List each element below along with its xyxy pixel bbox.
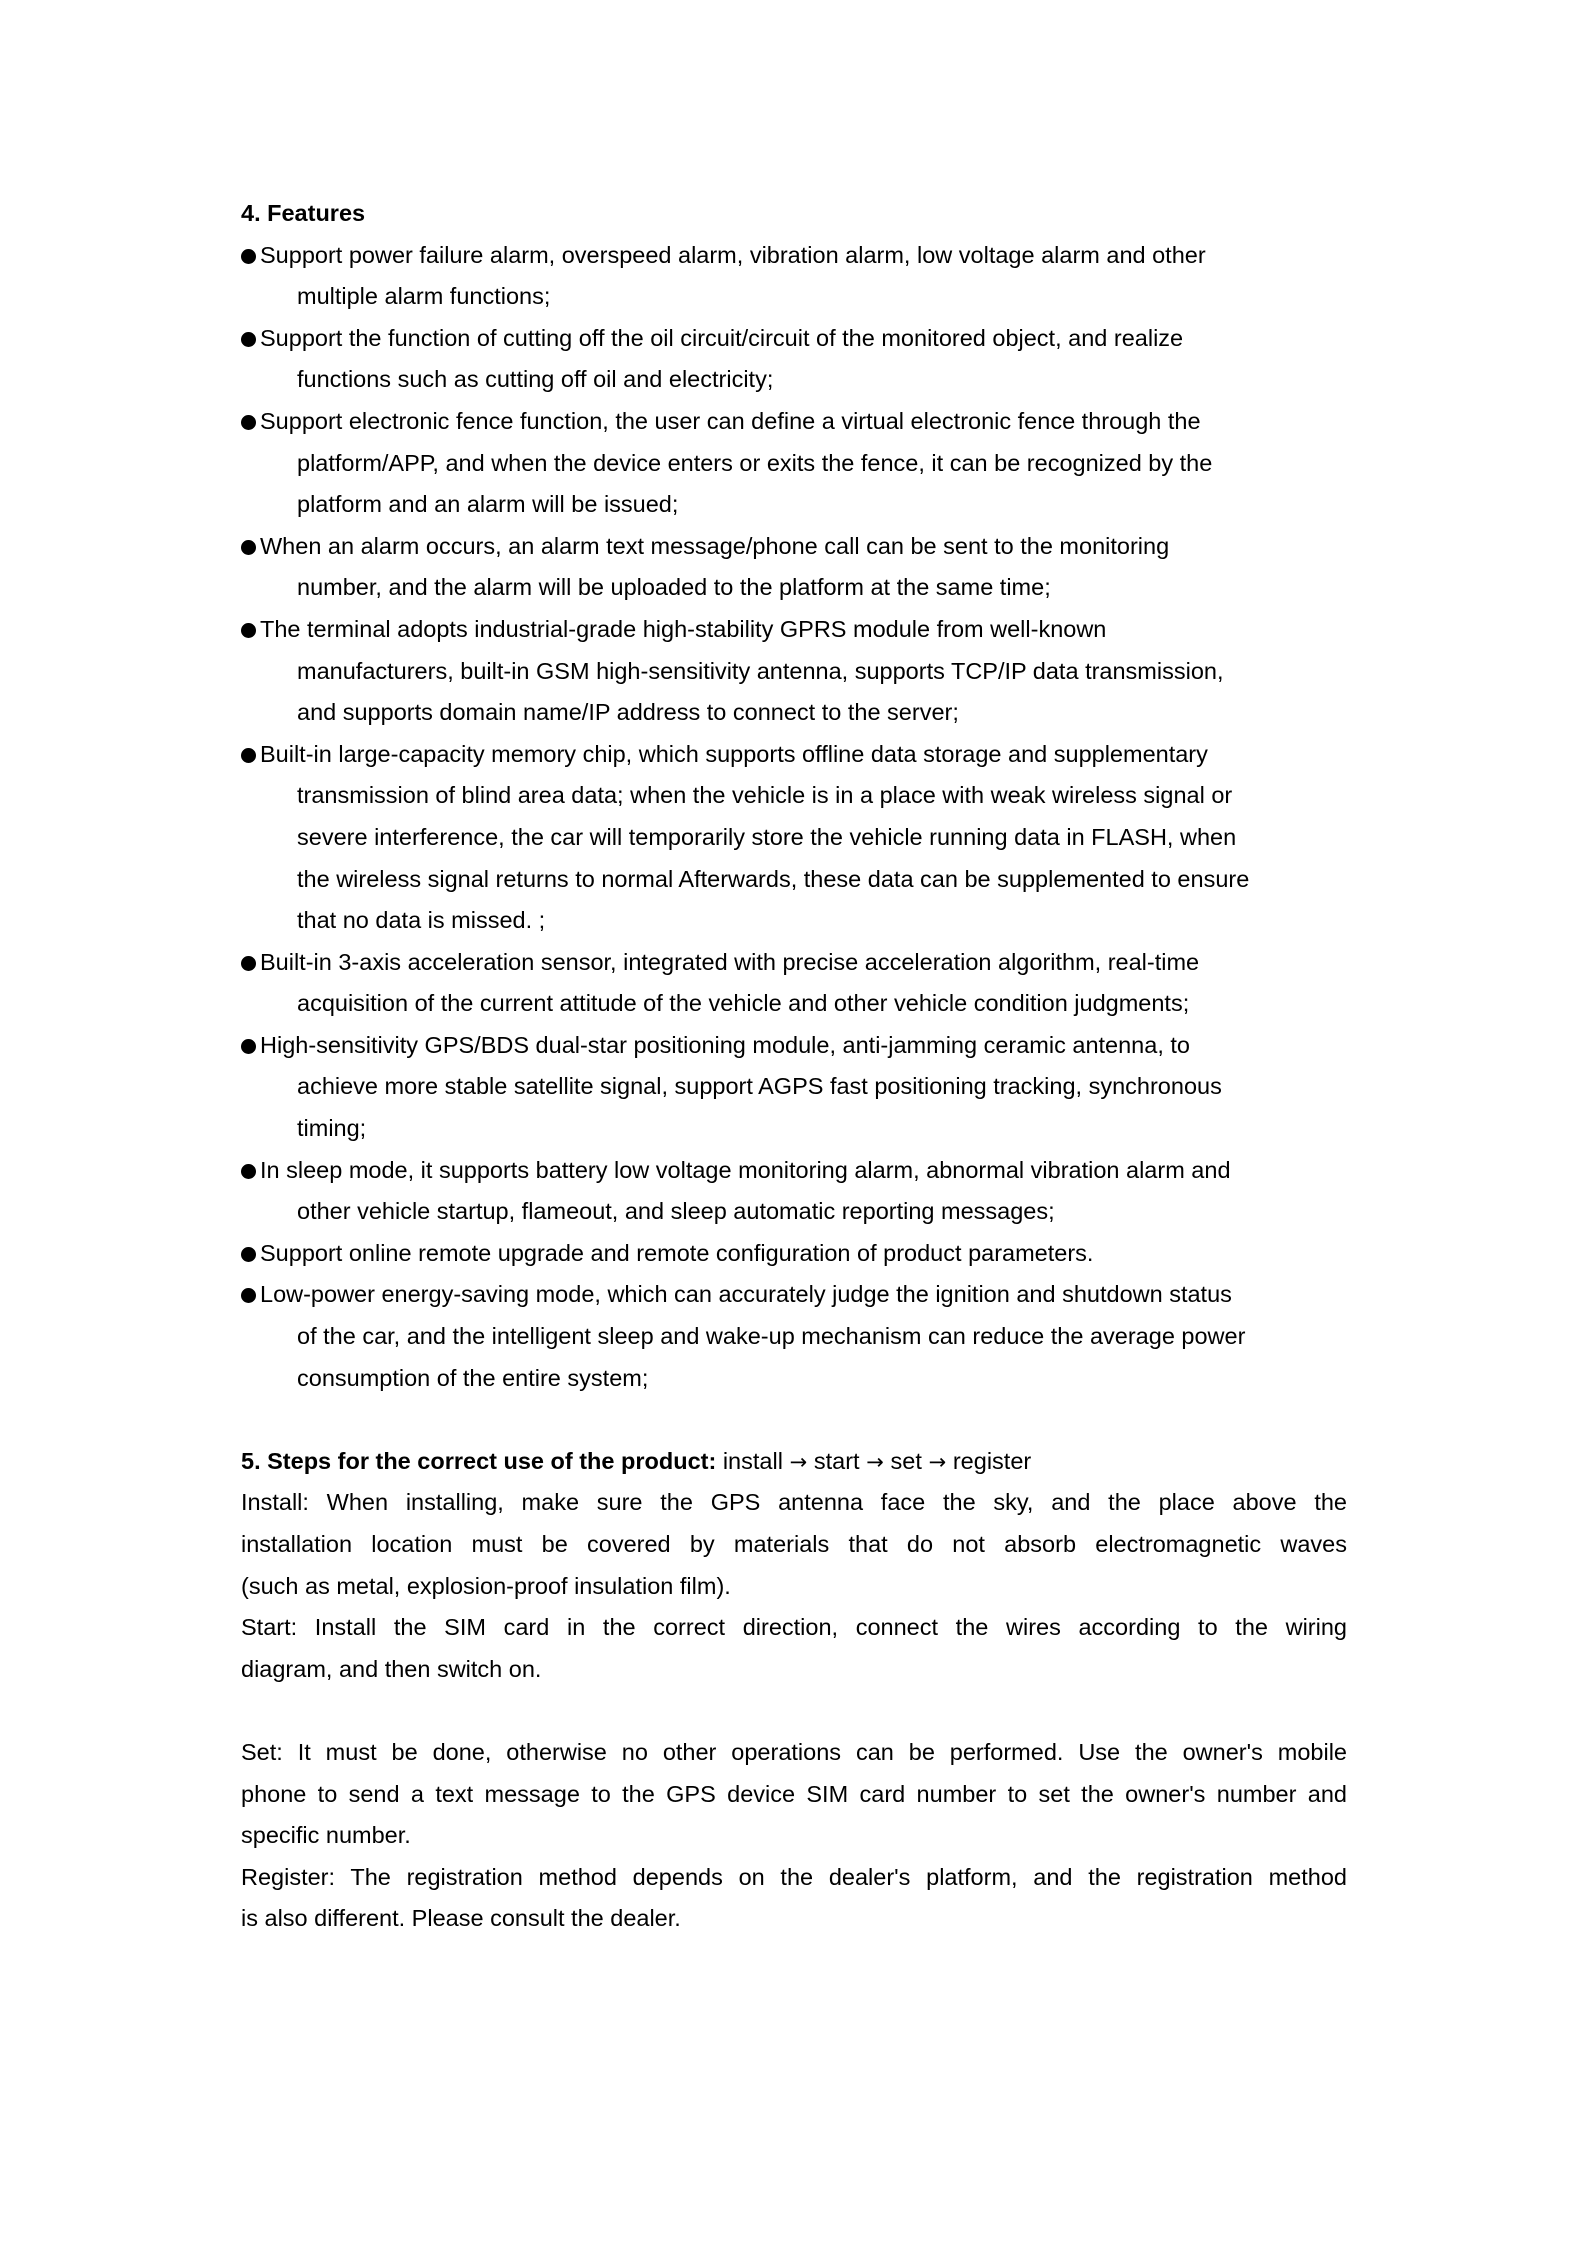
bullet-icon: [241, 540, 256, 555]
feature-item: [241, 609, 1347, 734]
document-page: [241, 193, 1347, 1940]
steps-heading: 5. Steps for the correct use of the product:: [241, 1447, 717, 1474]
feature-item-continuation: achieve more stable satellite signal, support AGPS fast positioning tracking, synchronous: [297, 1073, 1222, 1100]
feature-item: [241, 1233, 1347, 1275]
feature-item-text: The terminal adopts industrial-grade high-stability GPRS module from well-known: [241, 609, 1347, 651]
feature-item: [241, 318, 1347, 401]
feature-item-continuation: functions such as cutting off oil and electricity;: [297, 366, 774, 393]
bullet-icon: [241, 1039, 256, 1054]
feature-item-text: Built-in 3-axis acceleration sensor, integrated with precise acceleration algorithm, real-time: [241, 942, 1347, 984]
flow-step-install: install: [722, 1447, 783, 1474]
step-install-line: (such as metal, explosion-proof insulation film).: [241, 1572, 731, 1599]
feature-item-text: Support electronic fence function, the user can define a virtual electronic fence through the: [241, 401, 1347, 443]
bullet-icon: [241, 1247, 256, 1262]
feature-item: [241, 526, 1347, 609]
feature-item: [241, 942, 1347, 1025]
feature-item: [241, 401, 1347, 526]
feature-item-continuation: transmission of blind area data; when the vehicle is in a place with weak wireless signal or: [297, 782, 1233, 809]
feature-item-continuation: other vehicle startup, flameout, and sleep automatic reporting messages;: [297, 1198, 1055, 1225]
feature-item-text: Low-power energy-saving mode, which can accurately judge the ignition and shutdown status: [241, 1274, 1347, 1316]
feature-item-continuation: timing;: [297, 1115, 367, 1142]
features-section: [241, 193, 1347, 1399]
step-start: [241, 1607, 1347, 1690]
feature-item-text: Support the function of cutting off the oil circuit/circuit of the monitored object, and realize: [241, 318, 1347, 360]
flow-step-register: register: [952, 1447, 1032, 1474]
feature-item-continuation: of the car, and the intelligent sleep and wake-up mechanism can reduce the average power: [297, 1323, 1246, 1350]
step-install-line: Install: When installing, make sure the GPS antenna face the sky, and the place above the: [241, 1489, 1347, 1516]
feature-item-text: Support online remote upgrade and remote configuration of product parameters.: [241, 1233, 1347, 1275]
step-start-line: Start: Install the SIM card in the correct direction, connect the wires according to the wiring: [241, 1614, 1347, 1641]
feature-item-text: When an alarm occurs, an alarm text message/phone call can be sent to the monitoring: [241, 526, 1347, 568]
bullet-icon: [241, 956, 256, 971]
feature-item-continuation: consumption of the entire system;: [297, 1364, 649, 1391]
bullet-icon: [241, 748, 256, 763]
step-register-line: Register: The registration method depends on the dealer's platform, and the registration method: [241, 1863, 1347, 1890]
step-set-line: phone to send a text message to the GPS device SIM card number to set the owner's number and: [241, 1780, 1347, 1807]
feature-item-text: In sleep mode, it supports battery low voltage monitoring alarm, abnormal vibration alarm and: [241, 1150, 1347, 1192]
bullet-icon: [241, 1164, 256, 1179]
feature-item: [241, 1150, 1347, 1233]
arrow-right-icon: →: [782, 1449, 814, 1474]
bullet-icon: [241, 1288, 256, 1303]
flow-step-start: start: [813, 1447, 860, 1474]
step-register-line: is also different. Please consult the dealer.: [241, 1905, 681, 1932]
feature-item-continuation: manufacturers, built-in GSM high-sensitivity antenna, supports TCP/IP data transmission,: [297, 657, 1224, 684]
feature-item-continuation: and supports domain name/IP address to connect to the server;: [297, 699, 959, 726]
feature-item-continuation: platform/APP, and when the device enters or exits the fence, it can be recognized by the: [297, 449, 1213, 476]
steps-section: [241, 1441, 1347, 1940]
steps-flow: [723, 1448, 1031, 1474]
flow-step-set: set: [890, 1447, 922, 1474]
step-register: [241, 1857, 1347, 1940]
spacer: [241, 1690, 1347, 1732]
feature-item-continuation: that no data is missed. ;: [297, 907, 546, 934]
feature-item-continuation: number, and the alarm will be uploaded to the platform at the same time;: [297, 574, 1051, 601]
feature-item-continuation: the wireless signal returns to normal Afterwards, these data can be supplemented to ensure: [297, 865, 1250, 892]
steps-heading-line: [241, 1441, 1347, 1483]
bullet-icon: [241, 623, 256, 638]
feature-item-continuation: severe interference, the car will temporarily store the vehicle running data in FLASH, when: [297, 823, 1237, 850]
bullet-icon: [241, 332, 256, 347]
feature-item: [241, 235, 1347, 318]
step-set-line: specific number.: [241, 1822, 411, 1849]
bullet-icon: [241, 249, 256, 264]
step-set-line: Set: It must be done, otherwise no other operations can be performed. Use the owner's mobile: [241, 1738, 1347, 1765]
feature-item-text: High-sensitivity GPS/BDS dual-star positioning module, anti-jamming ceramic antenna, to: [241, 1025, 1347, 1067]
feature-item-continuation: multiple alarm functions;: [297, 283, 551, 310]
step-set: [241, 1732, 1347, 1857]
step-install-line: installation location must be covered by materials that do not absorb electromagnetic waves: [241, 1531, 1347, 1557]
feature-item-continuation: acquisition of the current attitude of the vehicle and other vehicle condition judgments;: [297, 990, 1190, 1017]
arrow-right-icon: →: [859, 1449, 891, 1474]
feature-item-continuation: platform and an alarm will be issued;: [297, 491, 679, 518]
arrow-right-icon: →: [921, 1449, 953, 1474]
step-install: [241, 1482, 1347, 1607]
features-list: [241, 235, 1347, 1400]
bullet-icon: [241, 415, 256, 430]
feature-item: [241, 1274, 1347, 1399]
feature-item-text: Support power failure alarm, overspeed alarm, vibration alarm, low voltage alarm and other: [241, 235, 1347, 277]
feature-item: [241, 734, 1347, 942]
step-start-line: diagram, and then switch on.: [241, 1655, 542, 1682]
spacer: [241, 1399, 1347, 1441]
feature-item-text: Built-in large-capacity memory chip, which supports offline data storage and supplementary: [241, 734, 1347, 776]
feature-item: [241, 1025, 1347, 1150]
features-heading: 4. Features: [241, 200, 366, 226]
